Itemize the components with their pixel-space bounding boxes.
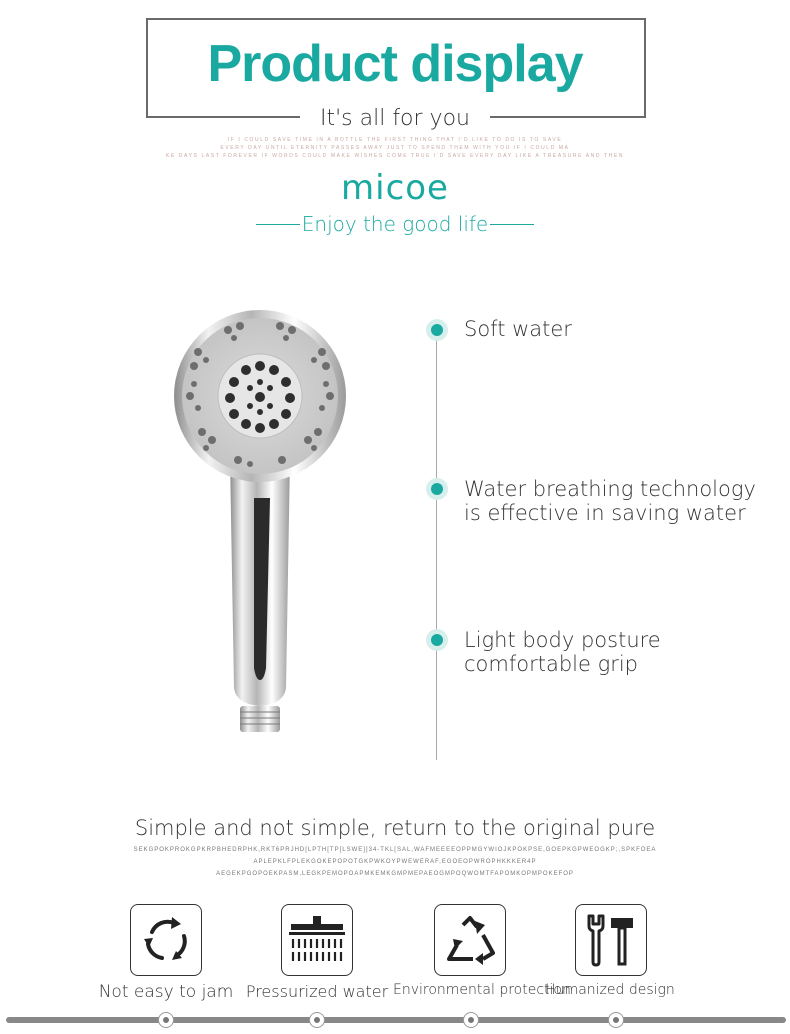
anti-jam-label: Not easy to jam	[98, 982, 234, 1002]
humanized-icon-box	[575, 904, 647, 976]
feature-comfortable-grip: Light body posture comfortable grip	[464, 628, 661, 676]
feature-dot-3	[426, 629, 448, 651]
bar-knob-1	[158, 1012, 174, 1028]
code-line-1: SEKGPOKPROKGPKRPBHEDRPHK,RKT6PRJHD[LPTH[TP[LSWE]]34-TKL[SAL,WAFMEEEEOPPMGYWIOJKPOKPSE,GOEPKGPWEOGKP;,SPKFOEA	[133, 847, 657, 853]
feature-water-breathing: Water breathing technology is effective in saving water	[464, 477, 756, 525]
anti-jam-icon-box	[130, 904, 202, 976]
code-line-2: APLEPKLFPLEKGOKEPOPOTGKPWKOYPWEWERAF,EGOEOPWROPHKKKER4P	[253, 859, 537, 865]
humanized-label: Humanized design	[545, 982, 675, 998]
fine-print-line-2: EVERY DAY UNTIL ETERNITY PASSES AWAY JUST TO SPEND THEM WITH YOU IF I COULD MA	[220, 145, 570, 151]
shower-head-icon	[287, 914, 347, 966]
code-line-3: AEGEKPGOPOEKPASM,LEGKPEMOPOAPMKEMKGMPMEPAEOGMPOQWOMTFAPOMKOPMPOKEFOP	[216, 871, 574, 877]
tagline-rule-right	[490, 224, 534, 225]
recycle-arrows-icon	[140, 914, 192, 966]
feature-dot-1	[426, 319, 448, 341]
environmental-icon-box	[434, 904, 506, 976]
bar-knob-2	[309, 1012, 325, 1028]
bar-knob-4	[608, 1012, 624, 1028]
pressurized-icon-box	[281, 904, 353, 976]
fine-print-line-3: KE DAYS LAST FOREVER IF WORDS COULD MAKE WISHES COME TRUE I'D SAVE EVERY DAY LIKE A TREASURE AND THEN	[165, 153, 625, 159]
feature-timeline	[436, 330, 437, 760]
environmental-label: Environmental protection	[393, 982, 571, 998]
tagline: Enjoy the good life	[301, 212, 489, 236]
tagline-row	[0, 210, 790, 238]
brand-logo: micoe	[341, 168, 449, 208]
bottom-bar	[6, 1017, 786, 1023]
feature-dot-2	[426, 478, 448, 500]
shower-head-image	[168, 308, 358, 748]
pressurized-label: Pressurized water	[245, 982, 389, 1001]
recycling-triangle-icon	[443, 915, 497, 965]
fine-print-line-1: IF I COULD SAVE TIME IN A BOTTLE THE FIRST THING THAT I'D LIKE TO DO IS TO SAVE	[227, 137, 563, 143]
page-title: Product display	[207, 35, 583, 93]
subtitle: It's all for you	[320, 106, 470, 131]
tools-icon	[583, 912, 639, 968]
feature-soft-water: Soft water	[464, 317, 572, 341]
slogan: Simple and not simple, return to the original pure	[134, 816, 656, 840]
bar-knob-3	[463, 1012, 479, 1028]
